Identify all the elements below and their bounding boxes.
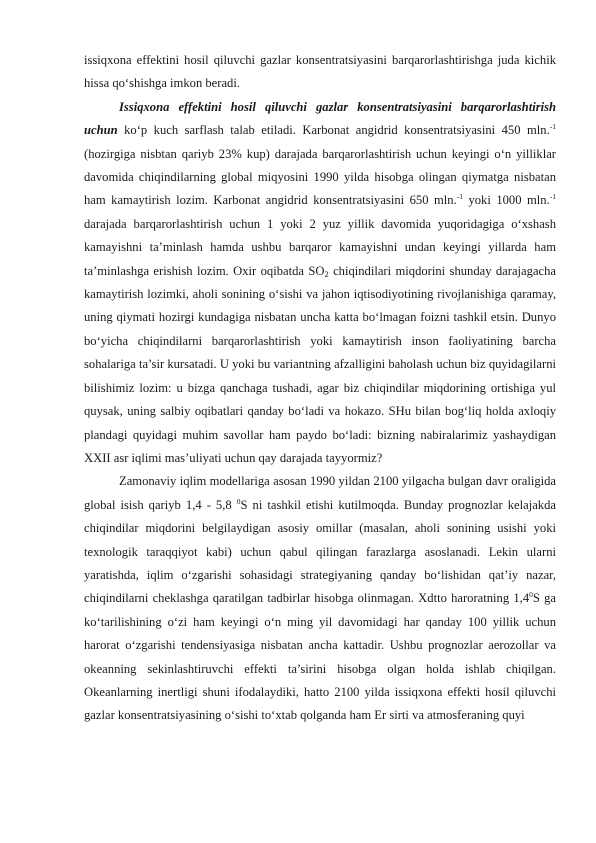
paragraph-text: (hozirgiga nisbtan qariyb 23% kup) darajada barqarorlashtirish uchun keyingi o‘n yilliklar davomida chiqindilarning global miqyosini 1990 yilda hisobga olingan qiymatga nisbatan ham kamaytirish lozim. Karbonat angidrid konsentratsiyasini 650 mln. xyxy=(84,146,556,208)
paragraph-text: issiqxona effektini hosil qiluvchi gazlar konsentratsiyasini barqarorlashtirishga juda kichik hissa qo‘shishga imkon beradi. xyxy=(84,53,556,91)
subscript: 2 xyxy=(324,268,329,279)
paragraph-text: S ga ko‘tarilishining o‘zi ham keyingi o‘n ming yil davomidagi har qanday 100 yillik uchun harorat o‘zgarishi tendensiyasiga nisbatan ancha kattadir. Ushbu prognozlar aerozollar va okeanning sekinlashtiruvchi effekti ta’sirini hisobga olgan holda ishlab chiqilgan. Okeanlarning inertligi shuni ifodalaydiki, hatto 2100 yilda issiqxona effekti hosil qiluvchi gazlar konsentratsiyasining o‘sishi to‘xtab qolganda ham Er sirti va atmosferaning quyi xyxy=(84,591,556,723)
superscript: -1 xyxy=(456,192,463,202)
paragraph-text: Zamonaviy iqlim modellariga asosan 1990 yildan 2100 yilgacha bulgan davr oraligida global isish qariyb 1,4 - 5,8 xyxy=(84,474,556,512)
paragraph-text: yoki 1000 mln. xyxy=(462,193,550,208)
superscript: -1 xyxy=(549,192,556,202)
paragraph-text: chiqindilari miqdorini shunday darajagacha kamaytirish lozimki, aholi sonining o‘sishi va jahon iqtisodiyotining rivojlanishiga qaramay, uning qiymati hozirgi kundagiga nisbatan uncha katta bo‘lmagan foizni tashkil etsin. Dunyo bo‘yicha chiqindilarni barqarorlashtirish yoki kamaytirish inson faoliyatining barcha sohalariga ta’sir kursatadi. U yoki bu variantning afzalligini baholash uchun biz quyidagilarni bilishimiz lozim: u bizga qanchaga tushadi, agar biz chiqindilar miqdorining ortishiga yul quysak, uning salbiy oqibatlari qanday bo‘ladi va hokazo. SHu bilan bog‘liq holda axloqiy plandagi quyidagi muhim savollar ham paydo bo‘ladi: bizning nabiralarimiz yashaydigan XXII asr iqlimi mas’uliyati uchun qay darajada tayyormiz? xyxy=(84,263,557,465)
paragraph-lead-heading: Issiqxona effektini hosil qiluvchi gazlar konsentratsiyasini barqarorlashtirish uchun xyxy=(84,99,556,138)
paragraph-text: ko‘p kuch sarflash talab etiladi. Karbonat angidrid konsentratsiyasini 450 mln. xyxy=(117,123,550,138)
paragraph-climate-models xyxy=(84,470,556,727)
superscript: 0 xyxy=(529,590,533,600)
paragraph-stabilization xyxy=(84,96,556,471)
superscript: -1 xyxy=(549,122,556,132)
paragraph-text: darajada barqarorlashtirish uchun 1 yoki 2 yuz yillik davomida yuqoridagiga o‘xshash kamayishni ta’minlash hamda ushbu barqaror kamayishni undan keyingi yillarda ham ta’minlashga erishish lozim. Oxir oqibatda SO xyxy=(84,216,556,278)
paragraph-text: S ni tashkil etishi kutilmoqda. Bunday prognozlar kelajakda chiqindilar miqdorini belgilaydigan asosiy omillar (masalan, aholi sonining usishi yoki texnologik taraqqiyot kabi) uchun qabul qilingan farazlarga asoslanadi. Lekin ularni yaratishda, iqlim o‘zgarishi sohasidagi strategiyaning qanday bo‘lishidan qat’iy nazar, chiqindilarni cheklashga qaratilgan tadbirlar hisobga olinmagan. Xdtto haroratning 1,4 xyxy=(84,497,556,606)
document-page xyxy=(84,49,556,728)
superscript: 0 xyxy=(236,496,241,506)
paragraph-continuation xyxy=(84,49,556,96)
